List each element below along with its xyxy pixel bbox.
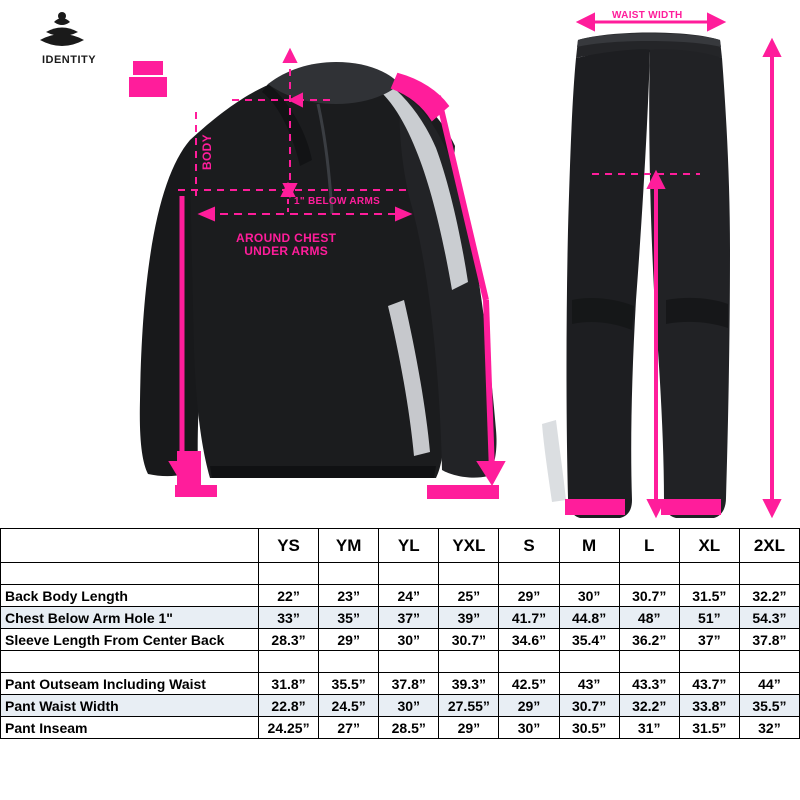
cell: 28.5” <box>379 717 439 739</box>
table-row <box>1 607 800 629</box>
cell: 35” <box>319 607 379 629</box>
header-cell-m: M <box>559 529 619 563</box>
table-row <box>1 629 800 651</box>
cell: 43” <box>559 673 619 695</box>
header-cell-blank <box>1 529 259 563</box>
cell: 37” <box>379 607 439 629</box>
cell: 29” <box>319 629 379 651</box>
cell: 44.8” <box>559 607 619 629</box>
cell: 34.6” <box>499 629 559 651</box>
cell: 42.5” <box>499 673 559 695</box>
cell: 30” <box>379 629 439 651</box>
cell: 30.7” <box>439 629 499 651</box>
cell: 28.3” <box>259 629 319 651</box>
annotation-around-chest <box>236 232 336 258</box>
table-row <box>1 585 800 607</box>
cell: 29” <box>499 585 559 607</box>
cell: 30.5” <box>559 717 619 739</box>
header-cell-2xl: 2XL <box>739 529 799 563</box>
cell: 51” <box>679 607 739 629</box>
table-row <box>1 717 800 739</box>
header-cell-yxl: YXL <box>439 529 499 563</box>
cell: 23” <box>319 585 379 607</box>
row-label: Back Body Length <box>1 585 259 607</box>
table-spacer-row-middle <box>1 651 800 673</box>
cell: 39” <box>439 607 499 629</box>
brand-name: IDENTITY <box>41 54 97 66</box>
table-row <box>1 673 800 695</box>
table-header-row <box>1 529 800 563</box>
cell: 30.7” <box>559 695 619 717</box>
cell: 41.7” <box>499 607 559 629</box>
header-cell-s: S <box>499 529 559 563</box>
annotation-waist-width: WAIST WIDTH <box>612 10 683 21</box>
table-spacer-row-top <box>1 563 800 585</box>
cell: 25” <box>439 585 499 607</box>
cell: 37.8” <box>739 629 799 651</box>
cell: 35.5” <box>319 673 379 695</box>
cell: 43.7” <box>679 673 739 695</box>
table-row <box>1 695 800 717</box>
annotation-body: BODY <box>200 134 214 170</box>
header-cell-yl: YL <box>379 529 439 563</box>
cell: 32.2” <box>619 695 679 717</box>
cell: 44” <box>739 673 799 695</box>
cell: 36.2” <box>619 629 679 651</box>
header-cell-l: L <box>619 529 679 563</box>
annotation-around-chest-line2: UNDER ARMS <box>244 244 329 258</box>
cell: 24.25” <box>259 717 319 739</box>
header-cell-ym: YM <box>319 529 379 563</box>
cell: 24.5” <box>319 695 379 717</box>
cell: 31.5” <box>679 585 739 607</box>
cell: 31” <box>619 717 679 739</box>
cell: 30” <box>379 695 439 717</box>
cell: 37” <box>679 629 739 651</box>
row-label: Chest Below Arm Hole 1" <box>1 607 259 629</box>
row-label: Pant Waist Width <box>1 695 259 717</box>
row-label: Pant Inseam <box>1 717 259 739</box>
size-chart-table <box>0 528 800 739</box>
cell: 29” <box>439 717 499 739</box>
cell: 48” <box>619 607 679 629</box>
cell: 30” <box>559 585 619 607</box>
header-cell-ys: YS <box>259 529 319 563</box>
annotation-below-arms: 1" BELOW ARMS <box>294 196 381 207</box>
cell: 33” <box>259 607 319 629</box>
cell: 32.2” <box>739 585 799 607</box>
cell: 22” <box>259 585 319 607</box>
pants-graphic <box>542 33 730 519</box>
cell: 24” <box>379 585 439 607</box>
row-label: Pant Outseam Including Waist <box>1 673 259 695</box>
cell: 30” <box>499 717 559 739</box>
cell: 22.8” <box>259 695 319 717</box>
cell: 27” <box>319 717 379 739</box>
cell: 32” <box>739 717 799 739</box>
cell: 31.8” <box>259 673 319 695</box>
cell: 31.5” <box>679 717 739 739</box>
header-cell-xl: XL <box>679 529 739 563</box>
cell: 30.7” <box>619 585 679 607</box>
row-label: Sleeve Length From Center Back <box>1 629 259 651</box>
cell: 39.3” <box>439 673 499 695</box>
cell: 43.3” <box>619 673 679 695</box>
cell: 33.8” <box>679 695 739 717</box>
annotation-around-chest-line1: AROUND CHEST <box>236 231 337 245</box>
cell: 35.5” <box>739 695 799 717</box>
cell: 27.55” <box>439 695 499 717</box>
cell: 35.4” <box>559 629 619 651</box>
cell: 29” <box>499 695 559 717</box>
cell: 37.8” <box>379 673 439 695</box>
cell: 54.3” <box>739 607 799 629</box>
